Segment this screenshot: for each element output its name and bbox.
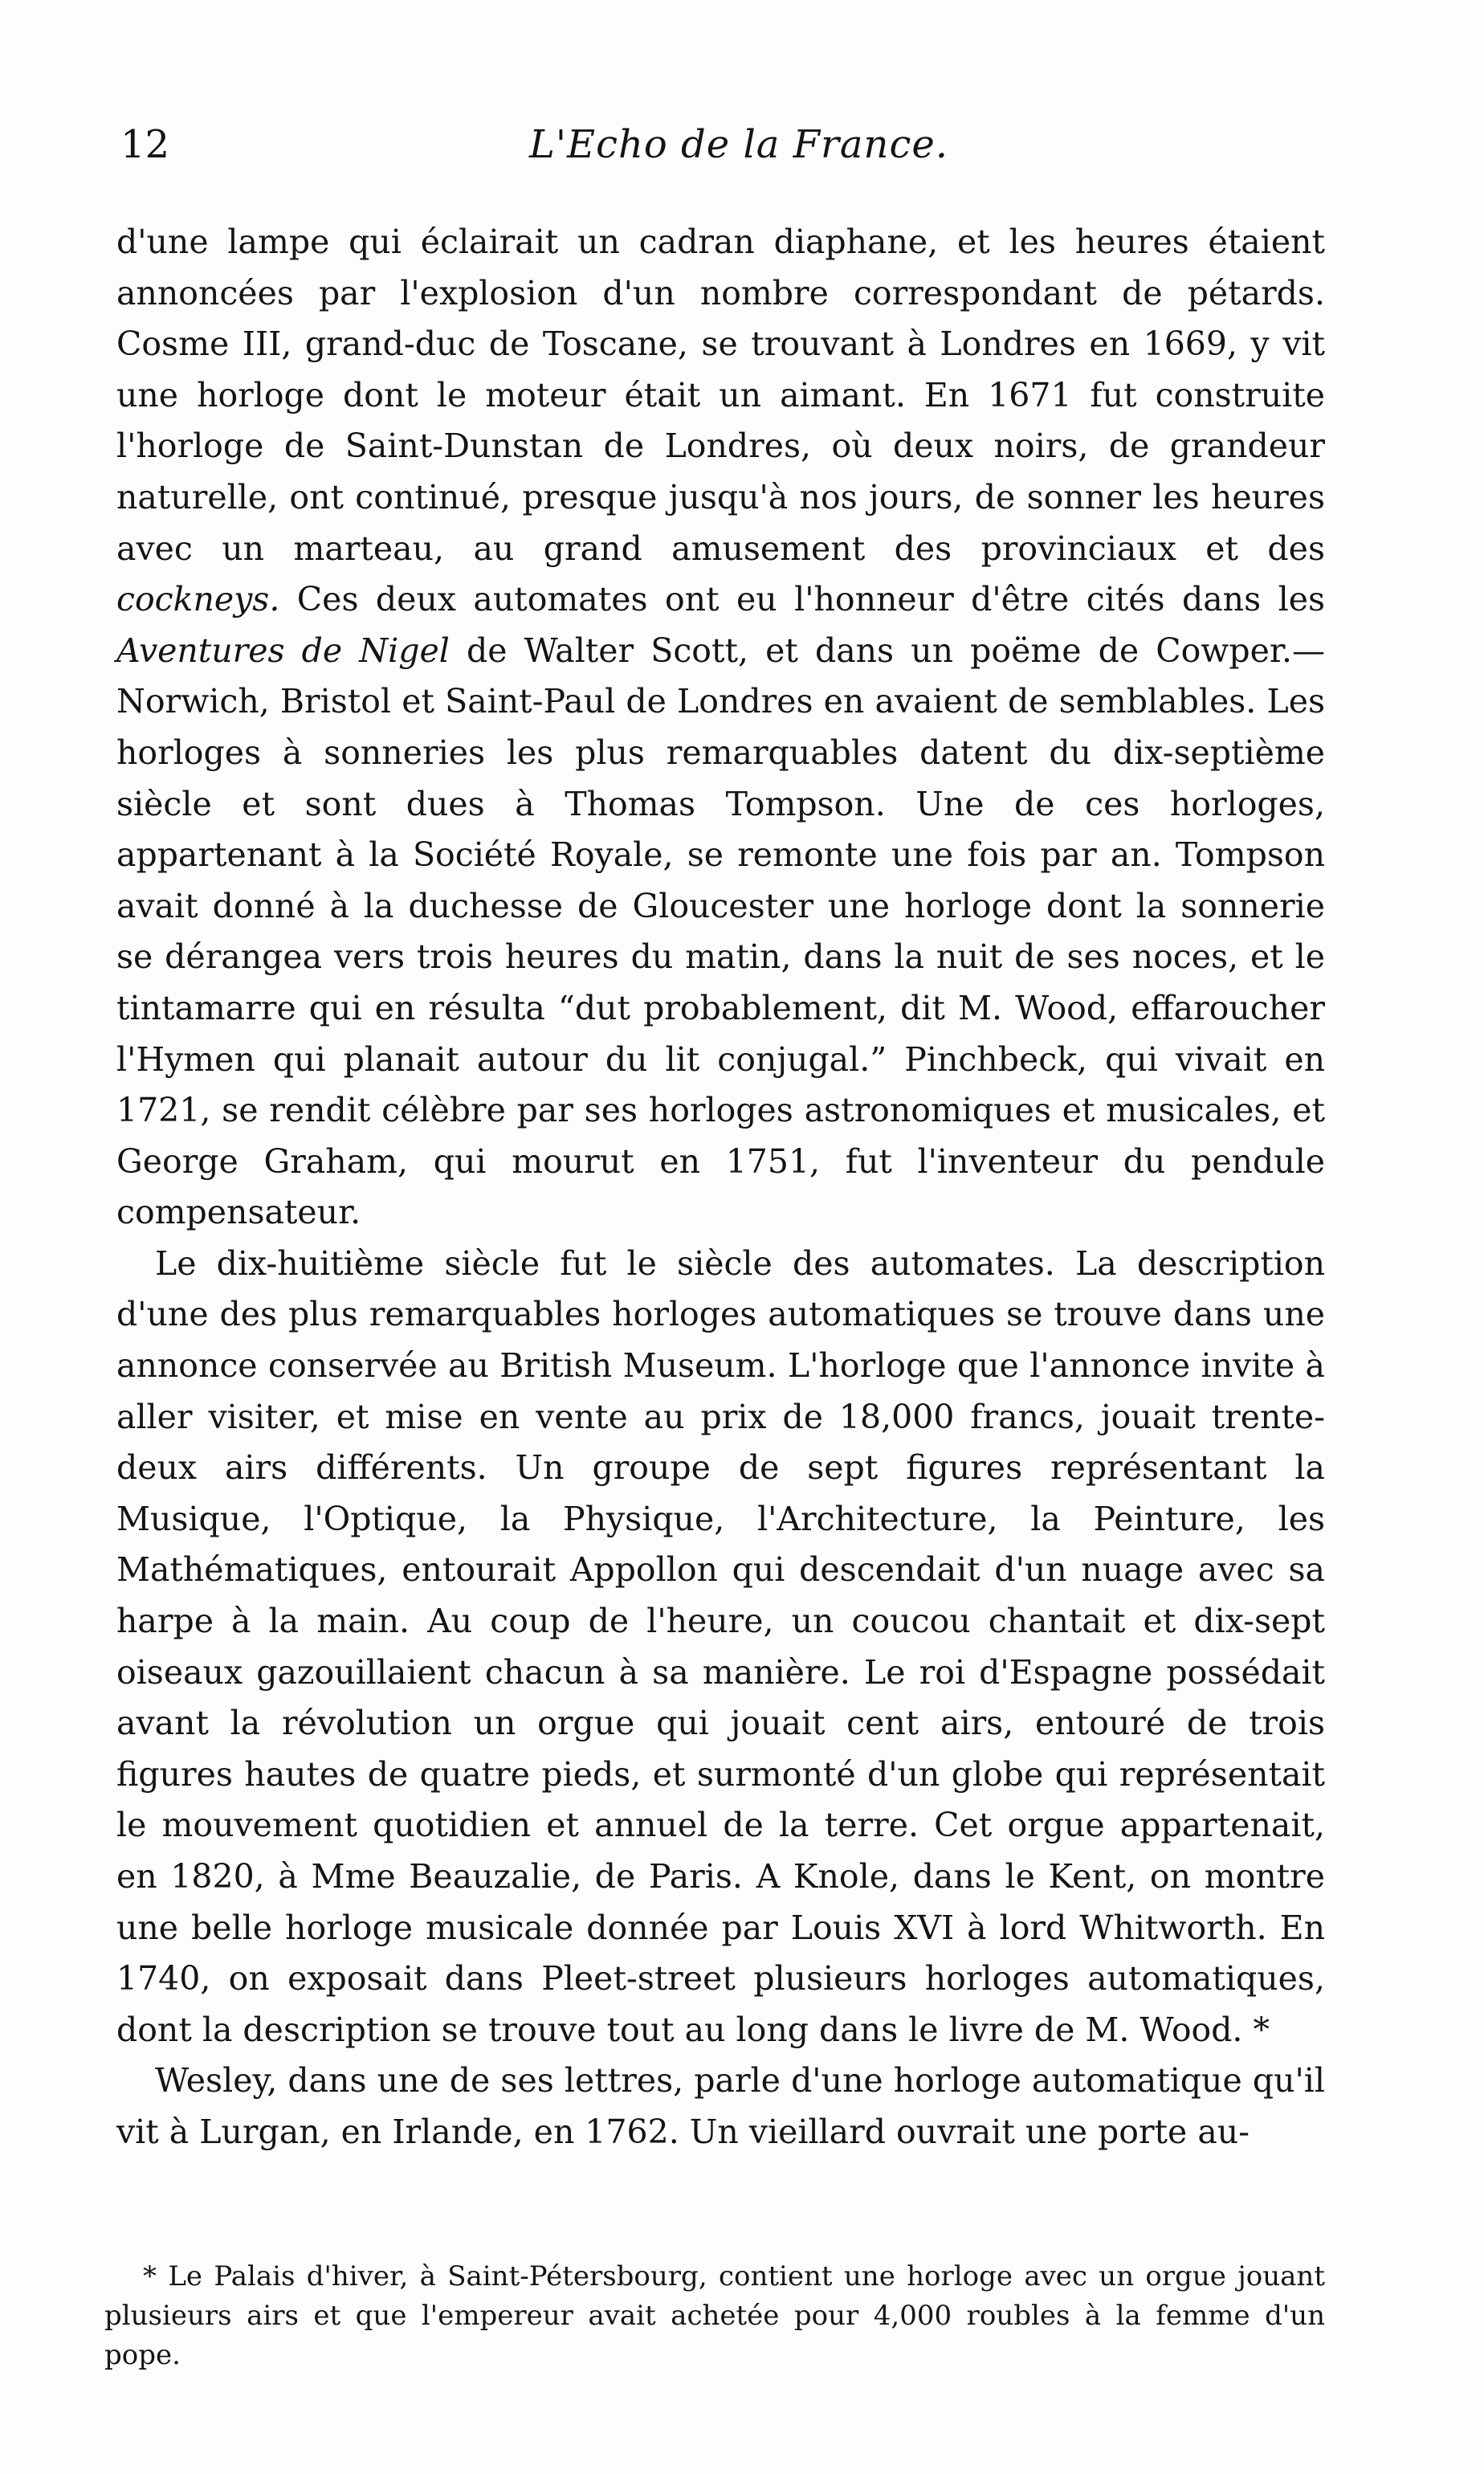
text-run: Ces deux automates ont eu l'honneur d'être cités dans les (279, 580, 1325, 619)
running-title: L'Echo de la France. (528, 122, 948, 167)
footnote: * Le Palais d'hiver, à Saint-Pétersbourg, contient une horloge avec un orgue jouant plusieurs airs et que l'empereur avait achetée pour 4,000 roubles à la femme d'un pope. (104, 2260, 1325, 2371)
italic-text-run: cockneys. (116, 580, 280, 619)
paragraph (116, 2056, 1325, 2158)
italic-text-run: Aventures de Nigel (116, 631, 450, 670)
text-run: de Walter Scott, et dans un poëme de Cowper.—Norwich, Bristol et Saint-Paul de Londres en avaient de semblables. Les horloges à sonneries les plus remarquables datent du dix-septième siècle et sont dues à Thomas Tompson. Une de ces horloges, appartenant à la Société Royale, se remonte une fois par an. Tompson avait donné à la duchesse de Gloucester une horloge dont la sonnerie se dérangea vers trois heures du matin, dans la nuit de ses noces, et le tintamarre qui en résulta “dut probablement, dit M. Wood, effaroucher l'Hymen qui planait autour du lit conjugal.” Pinchbeck, qui vivait en 1721, se rendit célèbre par ses horloges astronomiques et musicales, et George Graham, qui mourut en 1751, fut l'inventeur du pendule compensateur. (116, 631, 1326, 1232)
text-run: Le dix-huitième siècle fut le siècle des automates. La description d'une des plus remarquables horloges automatiques se trouve dans une annonce conservée au British Museum. L'horloge que l'annonce invite à aller visiter, et mise en vente au prix de 18,000 francs, jouait trente-deux airs différents. Un groupe de sept figures représentant la Musique, l'Optique, la Physique, l'Architecture, la Peinture, les Mathématiques, entourait Appollon qui descendait d'un nuage avec sa harpe à la main. Au coup de l'heure, un coucou chantait et dix-sept oiseaux gazouillaient chacun à sa manière. Le roi d'Espagne possédait avant la révolution un orgue qui jouait cent airs, entouré de trois figures hautes de quatre pieds, et surmonté d'un globe qui représentait le mouvement quotidien et annuel de la terre. Cet orgue appartenait, en 1820, à Mme Beauzalie, de Paris. A Knole, dans le Kent, on montre une belle horloge musicale donnée par Louis XVI à lord Whitworth. En 1740, on exposait dans Pleet-street plusieurs horloges automatiques, dont la description se trouve tout au long dans le livre de M. Wood. * (116, 1243, 1325, 2049)
page-header (120, 120, 1357, 185)
text-run: d'une lampe qui éclairait un cadran diaphane, et les heures étaient annoncées par l'explosion d'un nombre correspondant de pétards. Cosme III, grand-duc de Toscane, se trouvant à Londres en 1669, y vit une horloge dont le moteur était un aimant. En 1671 fut construite l'horloge de Saint-Dunstan de Londres, où deux noirs, de grandeur naturelle, ont continué, presque jusqu'à nos jours, de sonner les heures avec un marteau, au grand amusement des provinciaux et des (116, 222, 1325, 568)
body-text (116, 217, 1325, 2158)
text-run: Wesley, dans une de ses lettres, parle d'une horloge automatique qu'il vit à Lurgan, en Irlande, en 1762. Un vieillard ouvrait une porte au- (116, 2061, 1325, 2151)
paragraph (116, 217, 1325, 1239)
page-number: 12 (120, 122, 170, 167)
paragraph (116, 1239, 1325, 2056)
